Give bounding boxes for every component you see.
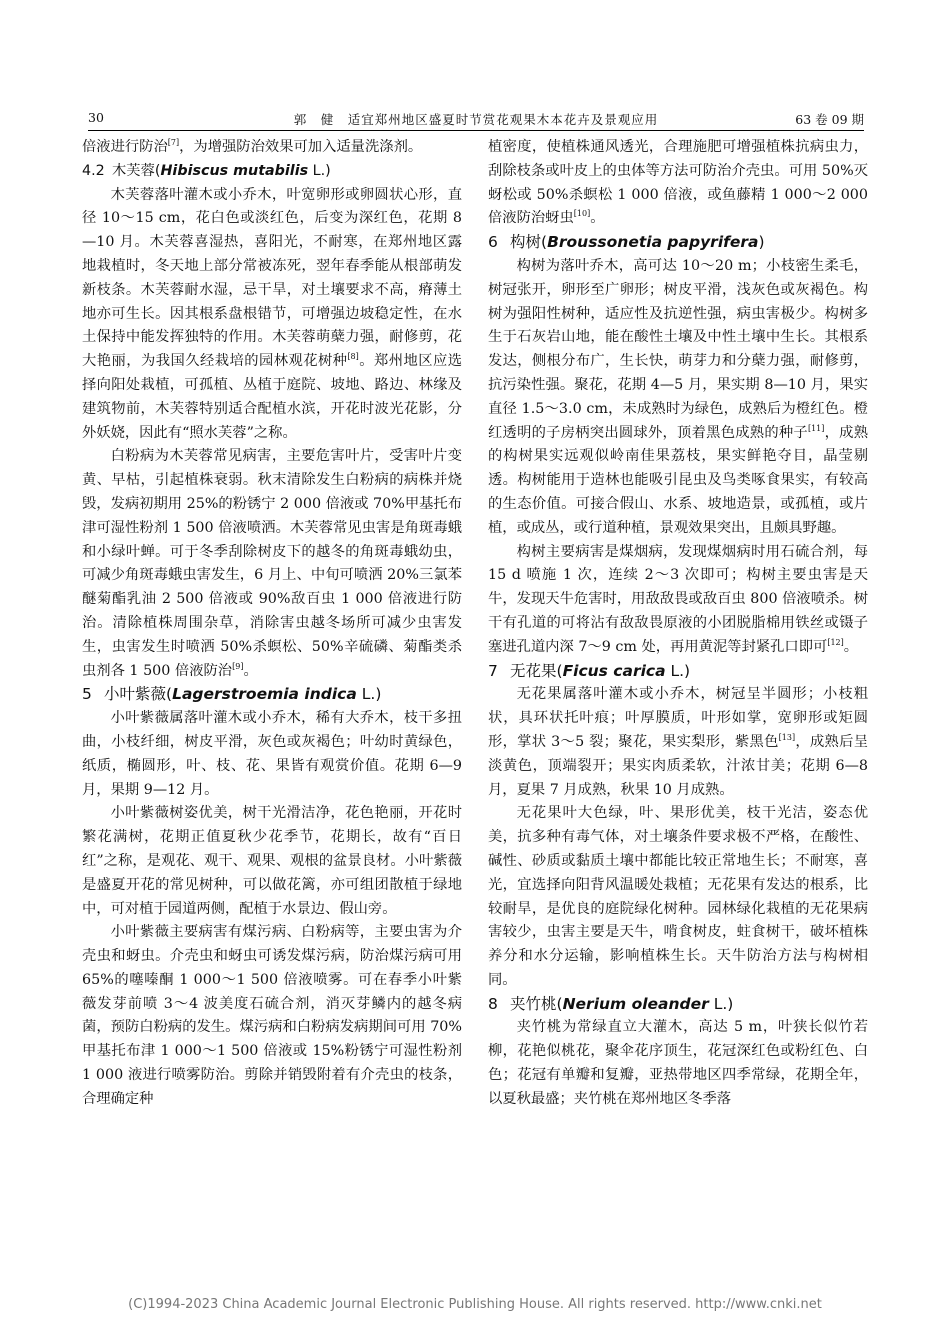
running-header <box>88 110 864 131</box>
citation: [10] <box>573 209 591 219</box>
paragraph: 木芙蓉落叶灌木或小乔木，叶宽卵形或卵圆状心形，直径 10～15 cm，花白色或淡红色，后变为深红色，花期 8—10 月。木芙蓉喜湿热，喜阳光，不耐寒，在郑州地区露地栽植时，冬天地上部分常被冻死，翌年春季能从根部萌发新枝条。木芙蓉耐水湿，忌干旱，对土壤要求不高，瘠薄土地亦可生长。因其根系盘根错节，可增强边坡稳定性，在水土保持中能发挥独特的作用。木芙蓉萌蘖力强，耐修剪，花大艳丽，为我国久经栽培的园林观花树种[8]。郑州地区应选择向阳处栽植，可孤植、丛植于庭院、坡地、路边、林缘及建筑物前，木芙蓉特别适合配植水滨，开花时波光花影，分外妖娆，因此有“照水芙蓉”之称。 <box>82 186 463 441</box>
citation: [13] <box>778 733 796 743</box>
section-heading-5: 5 小叶紫薇(Lagerstroemia indica L.) <box>82 685 382 704</box>
citation: [7] <box>167 138 180 148</box>
paragraph: 构树主要病害是煤烟病，发现煤烟病时用石硫合剂，每 15 d 喷施 1 次，连续 2～3 次即可；构树主要虫害是天牛，发现天牛危害时，用敌敌畏或敌百虫 800 倍液喷杀。树干有孔道的可将沾有敌敌畏原液的小团脱脂棉用铁丝或镊子塞进孔道内深 7～9 cm 处，再用黄泥等封紧孔口即可[12]。 <box>488 543 868 655</box>
paragraph: 无花果属落叶灌木或小乔木，树冠呈半圆形；小枝粗状，具环状托叶痕；叶厚膜质，叶形如掌，宽卵形或矩圆形，掌状 3～5 裂；聚花，果实梨形，紫黑色[13]，成熟后呈淡黄色，顶端裂开；果实肉质柔软，汁浓甘美；花期 6—8 月，夏果 7 月成熟，秋果 10 月成熟。 <box>488 686 868 798</box>
paragraph: 小叶紫薇树姿优美，树干光滑洁净，花色艳丽，开花时繁花满树，花期正值夏秋少花季节，花期长，故有“百日红”之称，是观花、观干、观果、观根的盆景良材。小叶紫薇是盛夏开花的常见树种，可以做花篱，亦可组团散植于绿地中，可对植于园道两侧，配植于水景边、假山旁。 <box>82 805 462 917</box>
running-title: 郭 健 适宜郑州地区盛夏时节赏花观果木本花卉及景观应用 <box>293 112 659 127</box>
citation: [9] <box>232 661 244 671</box>
paragraph: 无花果叶大色绿，叶、果形优美，枝干光洁，姿态优美，抗多种有毒气体，对土壤条件要求极不严格，在酸性、碱性、砂质或黏质土壤中都能比较正常地生长；不耐寒，喜光，宜选择向阳背风温暖处栽植；无花果有发达的根系，比较耐旱，是优良的庭院绿化树种。园林绿化栽植的无花果病害较少，虫害主要是天牛，啃食树皮，蛀食树干，破坏植株养分和水分运输，影响植株生长。天牛防治方法与构树相同。 <box>488 805 868 988</box>
paragraph: 构树为落叶乔木，高可达 10～20 m；小枝密生柔毛，树冠张开，卵形至广卵形；树皮平滑，浅灰色或灰褐色。构树为强阳性树种，适应性及抗逆性强，病虫害极少。构树多生于石灰岩山地，能在酸性土壤及中性土壤中生长。其根系发达，侧根分布广，生长快，萌芽力和分蘖力强，耐修剪，抗污染性强。聚花，花期 4—5 月，果实期 8—10 月，果实直径 1.5～3.0 cm，未成熟时为绿色，成熟后为橙红色。橙红透明的子房柄突出圆球外，顶着黑色成熟的种子[11]，成熟的构树果实远观似岭南佳果荔枝，果实鲜艳夺目，晶莹剔透。构树能用于造林也能吸引昆虫及鸟类啄食果实，有较高的生态价值。可接合假山、水系、坡地造景，或孤植，或片植，或成丛，或行道种植，景观效果突出，且颇具野趣。 <box>488 257 869 536</box>
paragraph: 植密度，使植株通风透光，合理施肥可增强植株抗病虫力，刮除枝条或叶皮上的虫体等方法可防治介壳虫。可用 50%灭蚜松或 50%杀螟松 1 000 倍液，或鱼藤精 1 000～2 000 倍液防治蚜虫[10]。 <box>488 139 868 227</box>
citation: [12] <box>827 637 844 647</box>
paragraph: 夹竹桃为常绿直立大灌木，高达 5 m，叶狭长似竹若柳，花艳似桃花，聚伞花序顶生，花冠深红色或粉红色、白色；花冠有单瓣和复瓣，亚热带地区四季常绿，花期全年，以夏秋最盛；夹竹桃在郑州地区冬季落 <box>488 1019 868 1107</box>
section-heading-6: 6 构树(Broussonetia papyrifera) <box>488 233 765 252</box>
copyright-footer: (C)1994-2023 China Academic Journal Electronic Publishing House. All rights reserved. http://www.cnki.net <box>128 1297 822 1312</box>
citation: [11] <box>807 423 825 433</box>
volume-issue: 63 卷 09 期 <box>795 112 864 127</box>
citation: [8] <box>347 352 359 362</box>
section-heading-4-2: 4.2 木芙蓉(Hibiscus mutabilis L.) <box>82 162 331 179</box>
paragraph: 倍液进行防治[7]，为增强防治效果可加入适量洗涤剂。 <box>82 138 423 155</box>
section-heading-8: 8 夹竹桃(Nerium oleander L.) <box>488 994 734 1013</box>
page-number: 30 <box>88 110 104 125</box>
paragraph: 小叶紫薇属落叶灌木或小乔木，稀有大乔木，枝干多扭曲，小枝纤细，树皮平滑，灰色或灰褐色；叶幼时黄绿色，纸质，椭圆形，叶、枝、花、果皆有观赏价值。花期 6—9 月，果期 9—12 月。 <box>82 710 462 798</box>
section-heading-7: 7 无花果(Ficus carica L.) <box>488 661 691 680</box>
left-column <box>82 136 462 1112</box>
paragraph: 白粉病为木芙蓉常见病害，主要危害叶片，受害叶片变黄、早枯，引起植株衰弱。秋末清除发生白粉病的病株并烧毁，发病初期用 25%的粉锈宁 2 000 倍液或 70%甲基托布津可湿性粉剂 1 500 倍液喷洒。木芙蓉常见虫害是角斑毒蛾和小绿叶蝉。可于冬季刮除树皮下的越冬的角斑毒蛾幼虫，可减少角斑毒蛾虫害发生，6 月上、中旬可喷洒 20%三氯苯醚菊酯乳油 2 500 倍液或 90%敌百虫 1 000 倍液进行防治。清除植株周围杂草，消除害虫越冬场所可减少虫害发生，虫害发生时喷洒 50%杀螟松、50%辛硫磷、菊酯类杀虫剂各 1 500 倍液防治[9]。 <box>82 448 463 679</box>
paragraph: 小叶紫薇主要病害有煤污病、白粉病等，主要虫害为介壳虫和蚜虫。介壳虫和蚜虫可诱发煤污病，防治煤污病可用 65%的噻嗪酮 1 000～1 500 倍液喷雾。可在春季小叶紫薇发芽前喷 3～4 波美度石硫合剂，消灭芽鳞内的越冬病菌，预防白粉病的发生。煤污病和白粉病发病期间可用 70%甲基托布津 1 000～1 500 倍液或 15%粉锈宁可湿性粉剂 1 000 液进行喷雾防治。剪除并销毁附着有介壳虫的枝条，合理确定种 <box>82 924 462 1107</box>
right-column <box>488 136 868 1112</box>
